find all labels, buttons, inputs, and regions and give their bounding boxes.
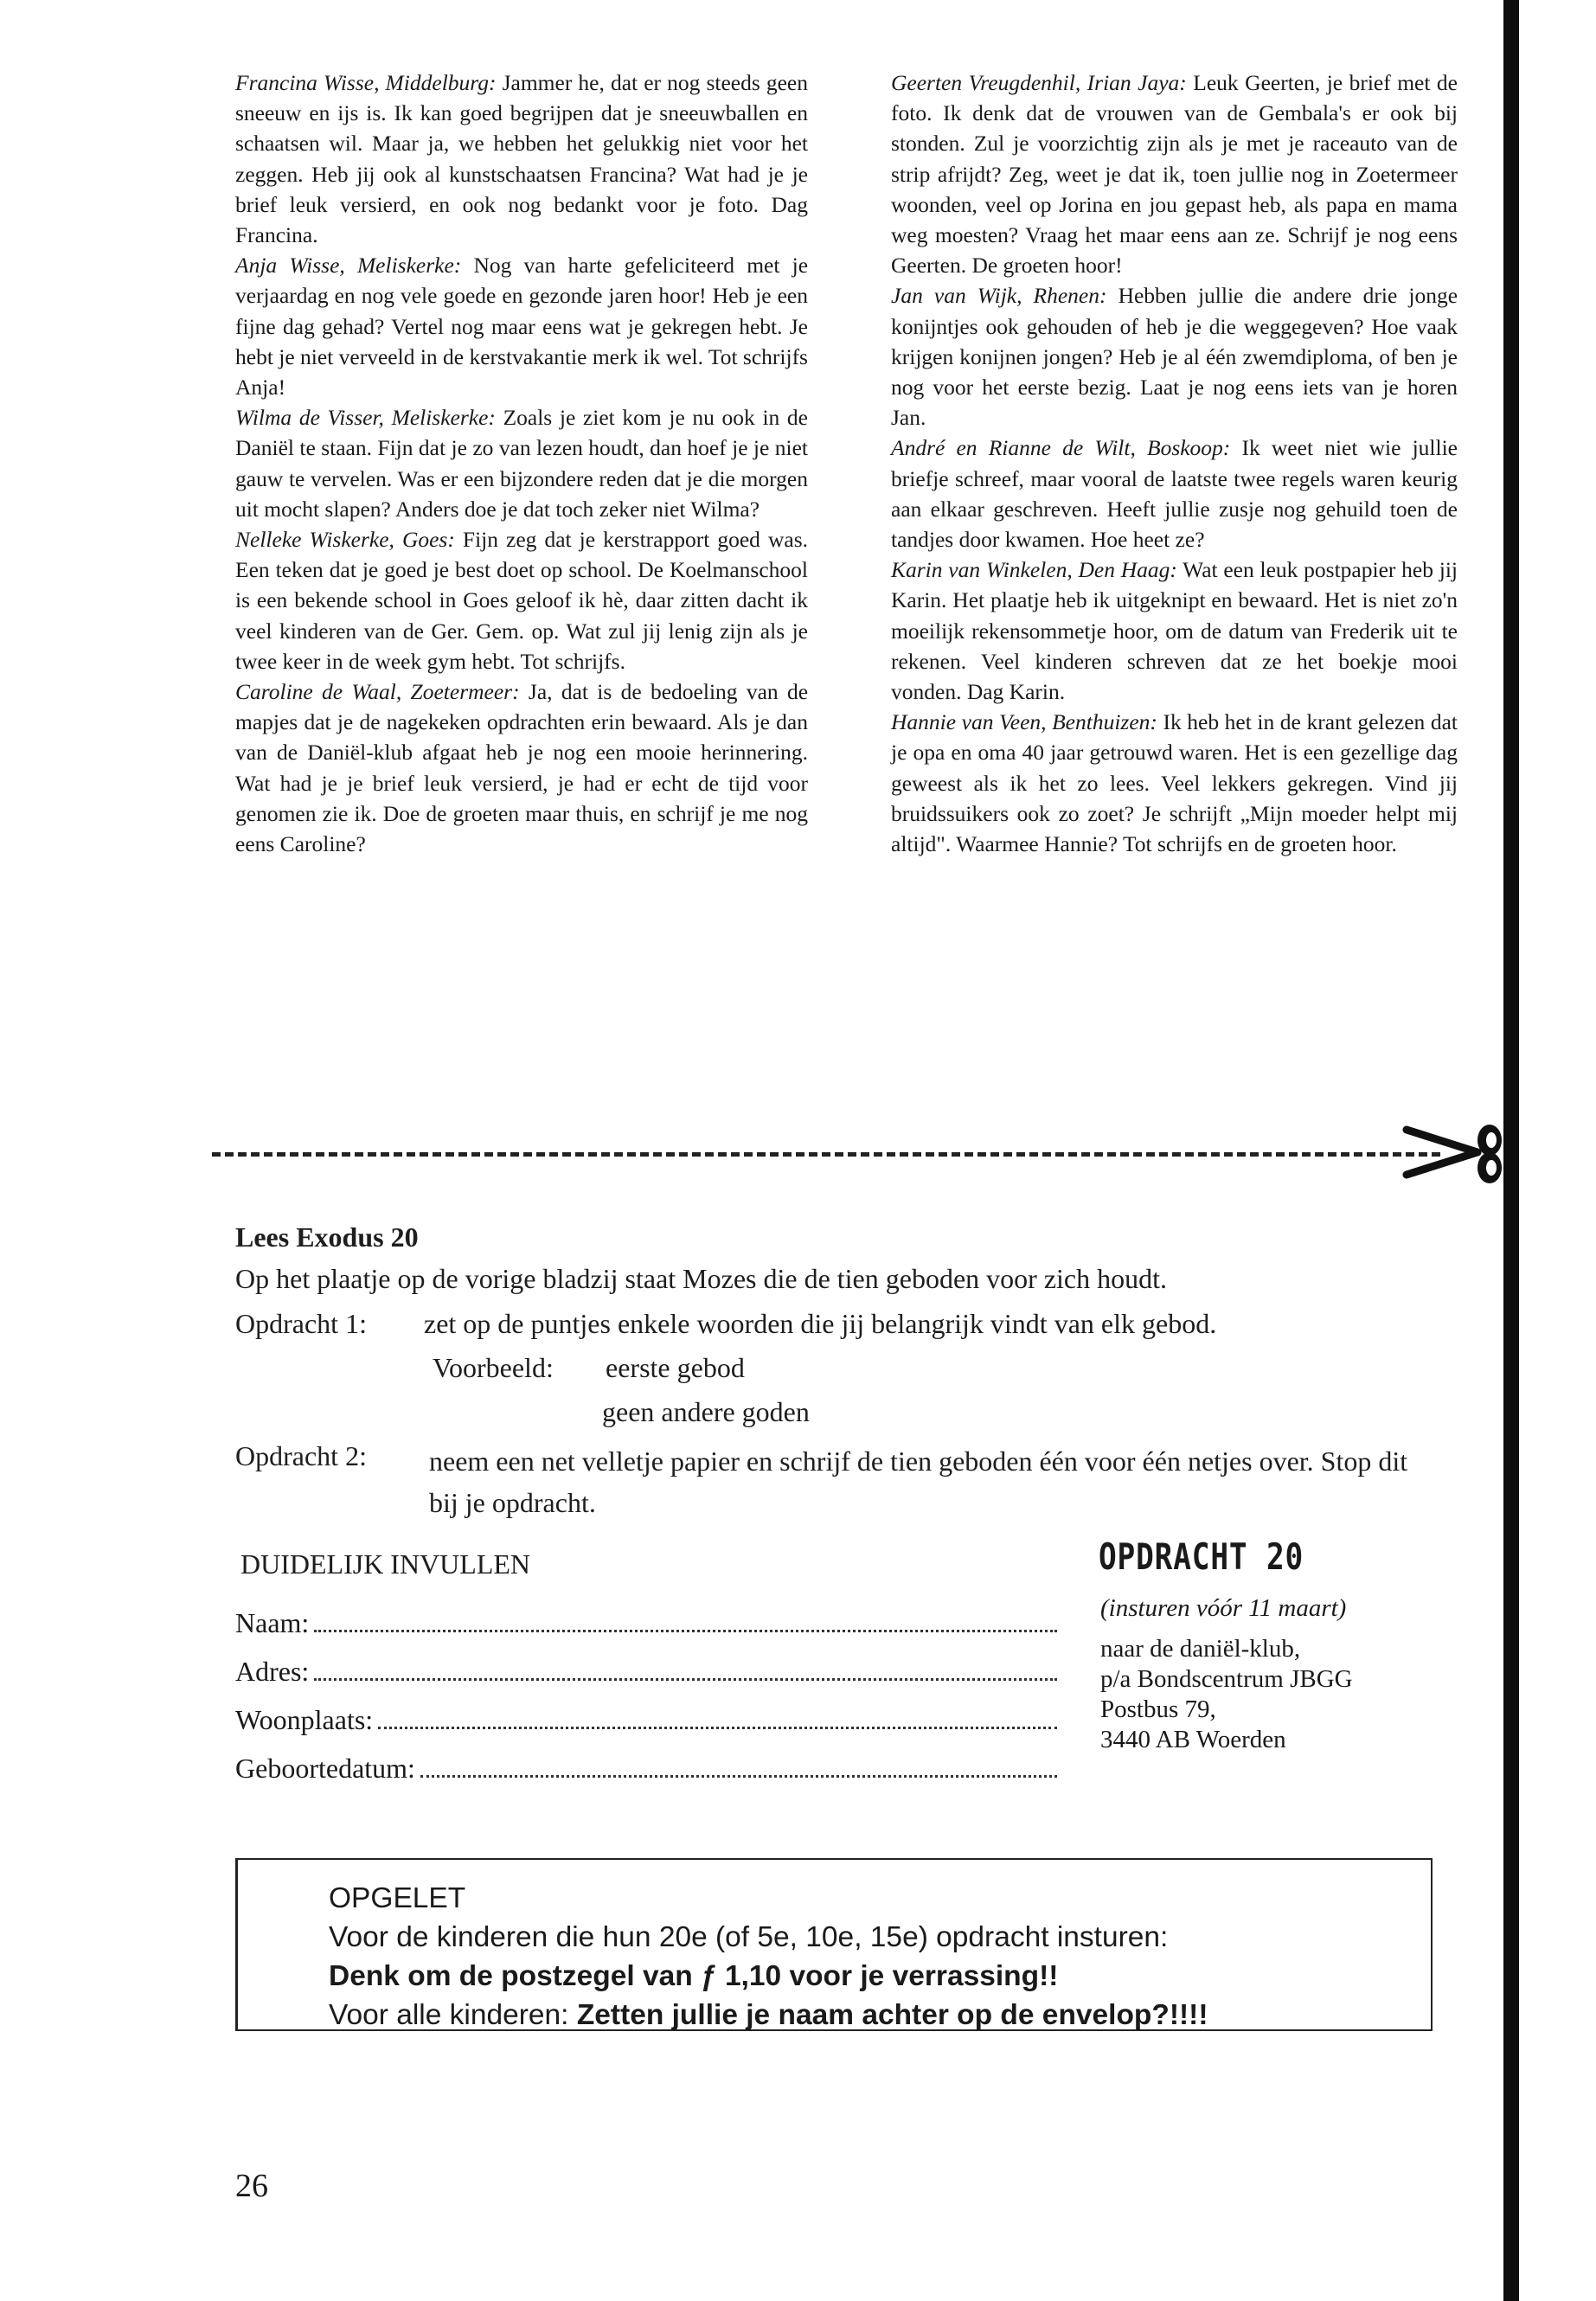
letter-sender: Jan van Wijk, Rhenen:	[891, 283, 1107, 309]
letter-entry	[235, 524, 808, 676]
letter-sender: Wilma de Visser, Meliskerke:	[235, 405, 496, 431]
address-line: Postbus 79,	[1100, 1695, 1216, 1723]
letter-entry	[891, 707, 1458, 859]
scissors-icon	[1401, 1121, 1505, 1187]
letter-entry	[235, 402, 808, 524]
letter-text: Ik weet niet wie jullie briefje schreef, maar vooral de laatste twee regels waren keurig aan elkaar geschreven. Heeft jullie zusje nog gehuild toen de tandjes door kwamen. Hoe heet ze?	[891, 435, 1458, 553]
form-heading: DUIDELIJK INVULLEN	[240, 1548, 531, 1580]
letter-sender: Caroline de Waal, Zoetermeer:	[235, 679, 520, 705]
letter-sender: Nelleke Wiskerke, Goes:	[235, 527, 455, 553]
letter-text: Zoals je ziet kom je nu ook in de Daniël te staan. Fijn dat je zo van lezen houdt, dan hoef je je niet gauw te vervelen. Was er een bijzondere reden dat je die morgen uit mocht slapen? Anders doe je dat toch zeker niet Wilma?	[235, 405, 808, 522]
letter-sender: Anja Wisse, Meliskerke:	[235, 253, 462, 279]
notice-line-3-lead: Voor alle kinderen:	[329, 1999, 569, 2031]
field-label: Geboortedatum:	[235, 1753, 415, 1784]
notice-heading: OPGELET	[329, 1882, 466, 1914]
example-label: Voorbeeld:	[433, 1352, 554, 1383]
assignment-heading: Lees Exodus 20	[235, 1221, 419, 1253]
letter-sender: Hannie van Veen, Benthuizen:	[891, 709, 1157, 735]
notice-line-2: Denk om de postzegel van ƒ 1,10 voor je verrassing!!	[329, 1960, 1059, 1992]
cut-line	[212, 1152, 1440, 1157]
dotted-line	[314, 1623, 1057, 1632]
deadline: (insturen vóór 11 maart)	[1100, 1594, 1347, 1622]
letter-sender: Geerten Vreugdenhil, Irian Jaya:	[891, 70, 1187, 95]
example-line-1: eerste gebod	[606, 1352, 745, 1383]
letter-sender: André en Rianne de Wilt, Boskoop:	[891, 435, 1231, 461]
field-label: Woonplaats:	[235, 1704, 374, 1735]
page-edge-bar	[1503, 0, 1519, 2301]
letter-text: Ik heb het in de krant gelezen dat je opa en oma 40 jaar getrouwd waren. Het is een gezellige dag geweest als ik het zo lees. Veel lekkers gekregen. Vind jij bruidssuikers ook zo zoet? Je schrijft „Mijn moeder helpt mij altijd". Waarmee Hannie? Tot schrijfs en de groeten hoor.	[891, 709, 1458, 857]
letter-sender: Francina Wisse, Middelburg:	[235, 70, 497, 95]
task1-text: zet op de puntjes enkele woorden die jij belangrijk vindt van elk gebod.	[424, 1308, 1217, 1339]
letter-text: Fijn zeg dat je kerstrapport goed was. Een teken dat je goed je best doet op school. De Koelmanschool is een bekende school in Goes geloof ik hè, daar zitten dacht ik veel kinderen van de Ger. Gem. op. Wat zul jij lenig zijn als je twee keer in de week gym hebt. Tot schrijfs.	[235, 527, 809, 674]
dotted-line	[420, 1768, 1057, 1778]
task2-label: Opdracht 2:	[235, 1440, 367, 1471]
page-number: 26	[235, 2168, 268, 2204]
assignment-intro: Op het plaatje op de vorige bladzij staat Mozes die de tien geboden voor zich houdt.	[235, 1263, 1167, 1294]
letter-text: Ja, dat is de bedoeling van de mapjes dat je de nagekeken opdrachten erin bewaard. Als je dan van de Daniël-klub afgaat heb je nog een mooie herinnering. Wat had je je brief leuk versierd, je had er echt de tijd voor genomen zie ik. Doe de groeten maar thuis, en schrijf je me nog eens Caroline?	[235, 679, 809, 857]
letter-entry	[235, 67, 808, 250]
letter-entry	[235, 676, 808, 859]
birthdate-field[interactable]	[235, 1753, 1057, 1785]
letters-left-column	[235, 67, 808, 859]
mailing-address	[1100, 1593, 1481, 1755]
opdracht-title: OPDRACHT 20	[1099, 1535, 1304, 1578]
dotted-line	[314, 1671, 1057, 1681]
letters-right-column	[891, 67, 1458, 859]
notice-content	[329, 1879, 1436, 2035]
residence-field[interactable]	[235, 1704, 1057, 1736]
letter-text: Nog van harte gefeliciteerd met je verjaardag en nog vele goede en gezonde jaren hoor! Heb je een fijne dag gehad? Vertel nog maar eens wat je gekregen hebt. Je hebt je niet verveeld in de kerstvakantie merk ik wel. Tot schrijfs Anja!	[235, 253, 809, 401]
address-line: 3440 AB Woerden	[1100, 1726, 1286, 1753]
task2-text: neem een net velletje papier en schrijf de tien geboden één voor één netjes over. Stop dit bij je opdracht.	[429, 1445, 1408, 1518]
example-line-2: geen andere goden	[602, 1396, 810, 1427]
letter-text: Jammer he, dat er nog steeds geen sneeuw en ijs is. Ik kan goed begrijpen dat je sneeuwballen en schaatsen wil. Maar ja, we hebben het gelukkig niet voor het zeggen. Heb jij ook al kunstschaatsen Francina? Wat had je je brief leuk versierd, en ook nog bedankt voor je foto. Dag Francina.	[235, 70, 808, 248]
notice-line-3-emphasis: Zetten jullie je naam achter op de envelop?!!!!	[576, 1999, 1208, 2031]
name-field[interactable]	[235, 1607, 1057, 1639]
letter-text: Wat een leuk postpapier heb jij Karin. Het plaatje heb ik uitgeknipt en bewaard. Het is niet zo'n moeilijk rekensommetje hoor, om de datum van Frederik uit te rekenen. Veel kinderen schreven dat ze het boekje mooi vonden. Dag Karin.	[891, 557, 1458, 705]
letter-text: Hebben jullie die andere drie jonge konijntjes ook gehouden of heb je die weggegeven? Hoe vaak krijgen konijnen jongen? Heb je al één zwemdiploma, of ben je nog voor het eerste bezig. Laat je nog eens iets van je horen Jan.	[891, 283, 1458, 431]
letter-entry	[891, 433, 1458, 554]
letter-sender: Karin van Winkelen, Den Haag:	[891, 557, 1177, 583]
letter-entry	[891, 67, 1458, 280]
notice-line-1: Voor de kinderen die hun 20e (of 5e, 10e, 15e) opdracht insturen:	[329, 1921, 1169, 1953]
notice-line-3	[329, 1996, 1436, 2035]
letter-entry	[891, 554, 1458, 707]
letter-entry	[235, 250, 808, 402]
dotted-line	[378, 1720, 1057, 1729]
letter-entry	[891, 280, 1458, 433]
letter-text: Leuk Geerten, je brief met de foto. Ik denk dat de vrouwen van de Gembala's er ook bij stonden. Zul je voorzichtig zijn als je met je raceauto van de strip afrijdt? Zeg, weet je dat ik, toen jullie nog in Zoetermeer woonden, veel op Jorina en jou gepast heb, als papa en mama weg moesten? Vraag het maar eens aan ze. Schrijf je nog eens Geerten. De groeten hoor!	[891, 70, 1458, 279]
address-field[interactable]	[235, 1656, 1057, 1688]
address-line: naar de daniël-klub,	[1100, 1635, 1301, 1663]
task1-label: Opdracht 1:	[235, 1308, 367, 1339]
field-label: Naam:	[235, 1607, 310, 1638]
address-line: p/a Bondscentrum JBGG	[1100, 1665, 1353, 1693]
field-label: Adres:	[235, 1656, 310, 1687]
